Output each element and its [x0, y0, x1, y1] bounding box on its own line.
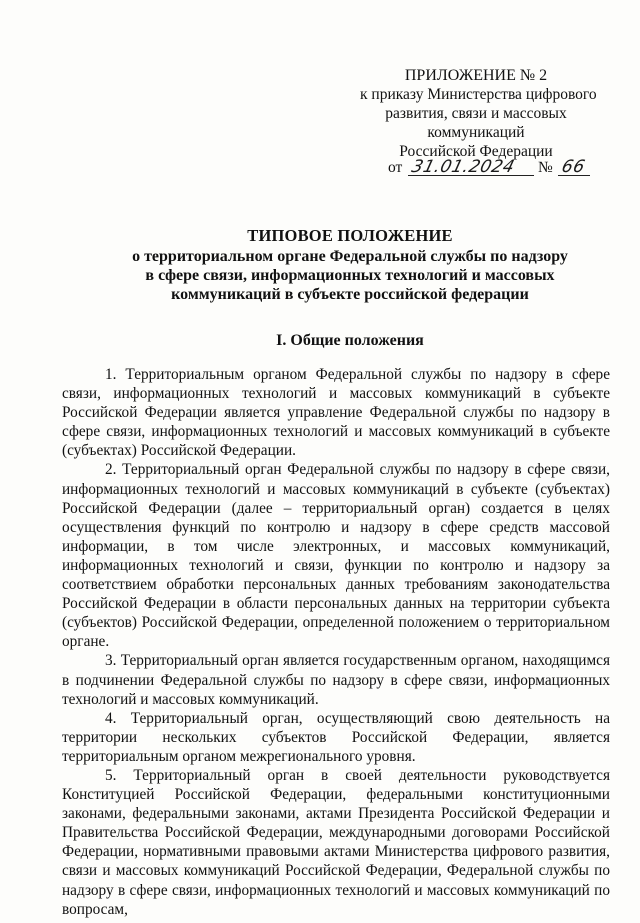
- appendix-line: развития, связи и массовых: [385, 105, 567, 122]
- from-label: от: [388, 159, 403, 176]
- document-subtitle-line: коммуникаций в субъекте российской федерации: [171, 286, 529, 303]
- paragraph-3: 3. Территориальный орган является государственным органом, находящимся в подчинении Федеральной службы по надзору в сфере связи, информационных технологий и массовых коммуникаций.: [62, 652, 610, 708]
- paragraph-4: 4. Территориальный орган, осуществляющий свою деятельность на территории нескольких субъектов Российской Федерации, является территориальным органом межрегионального уровня.: [62, 709, 610, 765]
- appendix-header: [360, 66, 597, 161]
- order-date-number-line: [388, 157, 598, 179]
- appendix-title: ПРИЛОЖЕНИЕ № 2: [404, 67, 548, 84]
- document-subtitle-line: в сфере связи, информационных технологий и массовых: [145, 267, 555, 284]
- handwritten-date: 31.01.2024: [409, 157, 517, 177]
- handwritten-number: 66: [559, 157, 588, 177]
- appendix-line: коммуникаций: [427, 124, 525, 141]
- document-body: [62, 365, 610, 919]
- section-heading: I. Общие положения: [276, 332, 424, 349]
- number-label: №: [538, 159, 553, 176]
- paragraph-2: 2. Территориальный орган Федеральной службы по надзору в сфере связи, информационных технологий и массовых коммуникаций в субъекте (субъектах) Российской Федерации (далее – территориальный орган) создается в целях осуществления функций по контролю и надзору в сфере средств массовой информации, в том числе электронных, и массовых коммуникаций, информационных технологий и связи, функции по контролю и надзору за соответствием обработки персональных данных требованиям законодательства Российской Федерации в области персональных данных на территории субъекта (субъектов) Российской Федерации, определенной положением о территориальном органе.: [62, 461, 610, 651]
- paragraph-1: 1. Территориальным органом Федеральной службы по надзору в сфере связи, информационных технологий и массовых коммуникаций в субъекте Российской Федерации является управление Федеральной службы по надзору в сфере связи, информационных технологий и массовых коммуникаций в субъекте (субъектах) Российской Федерации.: [62, 366, 610, 460]
- document-title-main: ТИПОВОЕ ПОЛОЖЕНИЕ: [247, 226, 453, 245]
- appendix-line: Российской Федерации: [399, 143, 553, 160]
- document-title: [60, 226, 640, 304]
- document-subtitle-line: о территориальном органе Федеральной службы по надзору: [132, 248, 568, 265]
- paragraph-5: 5. Территориальный орган в своей деятельности руководствуется Конституцией Российской Федерации, федеральными конституционными законами, федеральными законами, актами Президента Российской Федерации и Правительства Российской Федерации, международными договорами Российской Федерации, нормативными правовыми актами Министерства цифрового развития, связи и массовых коммуникаций Российской Федерации, Федеральной службы по надзору в сфере связи, информационных технологий и массовых коммуникаций по вопросам,: [62, 766, 610, 918]
- appendix-line: к приказу Министерства цифрового: [360, 86, 597, 103]
